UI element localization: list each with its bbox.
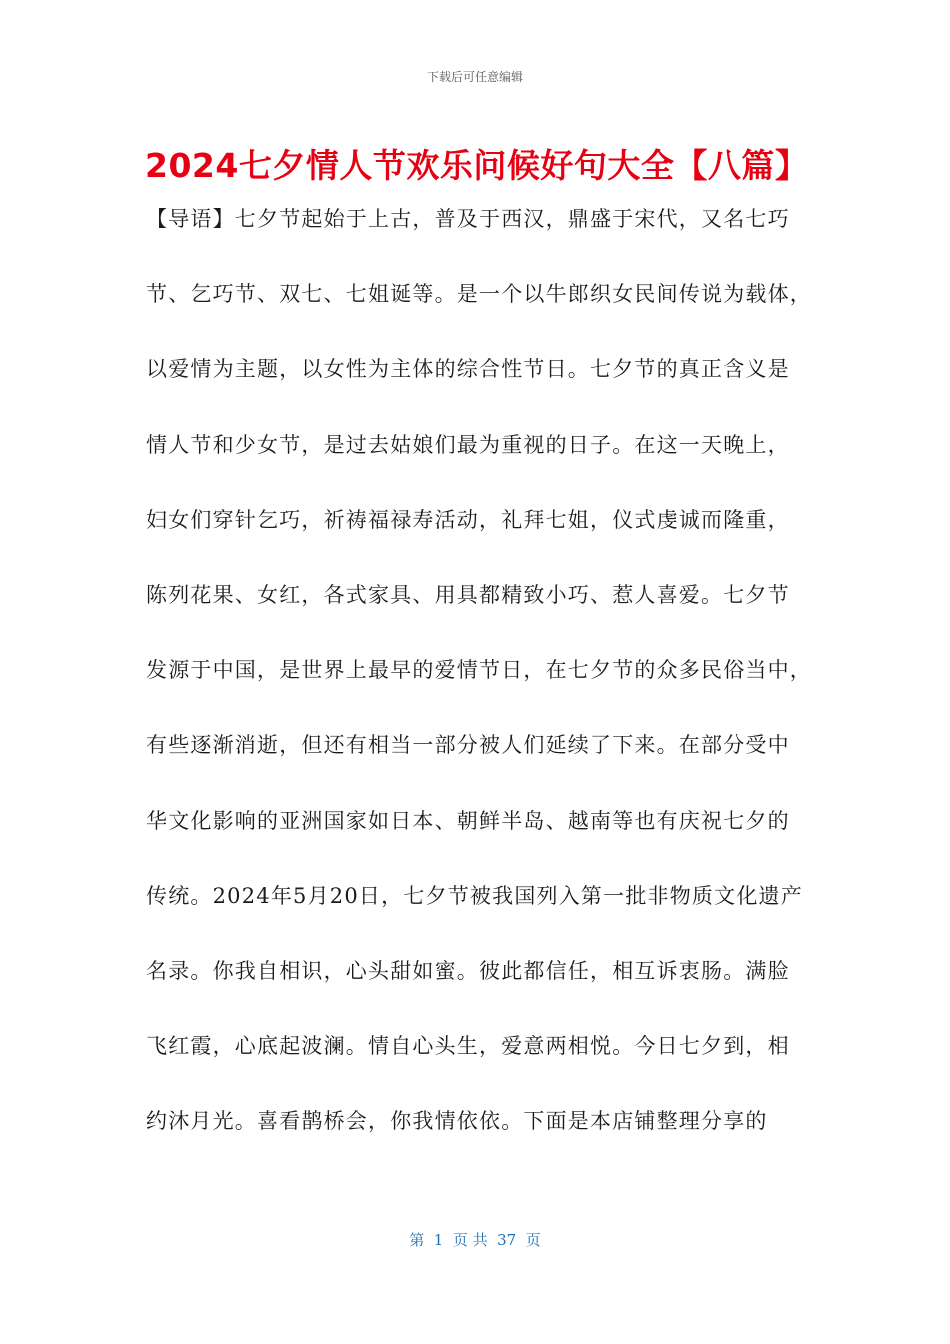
body-line: 妇女们穿针乞巧，祈祷福禄寿活动，礼拜七姐，仪式虔诚而隆重， (146, 507, 790, 532)
body-line: 传统。2024年5月20日，七夕节被我国列入第一批非物质文化遗产 (146, 883, 803, 908)
body-line: 有些逐渐消逝，但还有相当一部分被人们延续了下来。在部分受中 (146, 733, 790, 758)
body-text (146, 186, 814, 1163)
body-line: 陈列花果、女红，各式家具、用具都精致小巧、惹人喜爱。七夕节 (146, 582, 790, 607)
body-line: 名录。你我自相识，心头甜如蜜。彼此都信任，相互诉衷肠。满脸 (146, 958, 790, 983)
body-line: 华文化影响的亚洲国家如日本、朝鲜半岛、越南等也有庆祝七夕的 (146, 808, 790, 833)
body-line: 以爱情为主题，以女性为主体的综合性节日。七夕节的真正含义是 (146, 357, 790, 382)
body-line: 发源于中国，是世界上最早的爱情节日，在七夕节的众多民俗当中， (146, 658, 812, 683)
body-line: 【导语】七夕节起始于上古，普及于西汉，鼎盛于宋代，又名七巧 (146, 207, 790, 231)
body-line: 约沐月光。喜看鹊桥会，你我情依依。下面是本店铺整理分享的 (146, 1109, 768, 1134)
body-line: 飞红霞，心底起波澜。情自心头生，爱意两相悦。今日七夕到，相 (146, 1034, 790, 1059)
document-title: 2024七夕情人节欢乐问候好句大全【八篇】 (145, 146, 809, 185)
body-line: 节、乞巧节、双七、七姐诞等。是一个以牛郎织女民间传说为载体， (146, 282, 812, 307)
header-note: 下载后可任意编辑 (426, 70, 523, 84)
body-line: 情人节和少女节，是过去姑娘们最为重视的日子。在这一天晚上， (146, 432, 790, 457)
page-number-footer: 第 1 页 共 37 页 (409, 1231, 541, 1249)
